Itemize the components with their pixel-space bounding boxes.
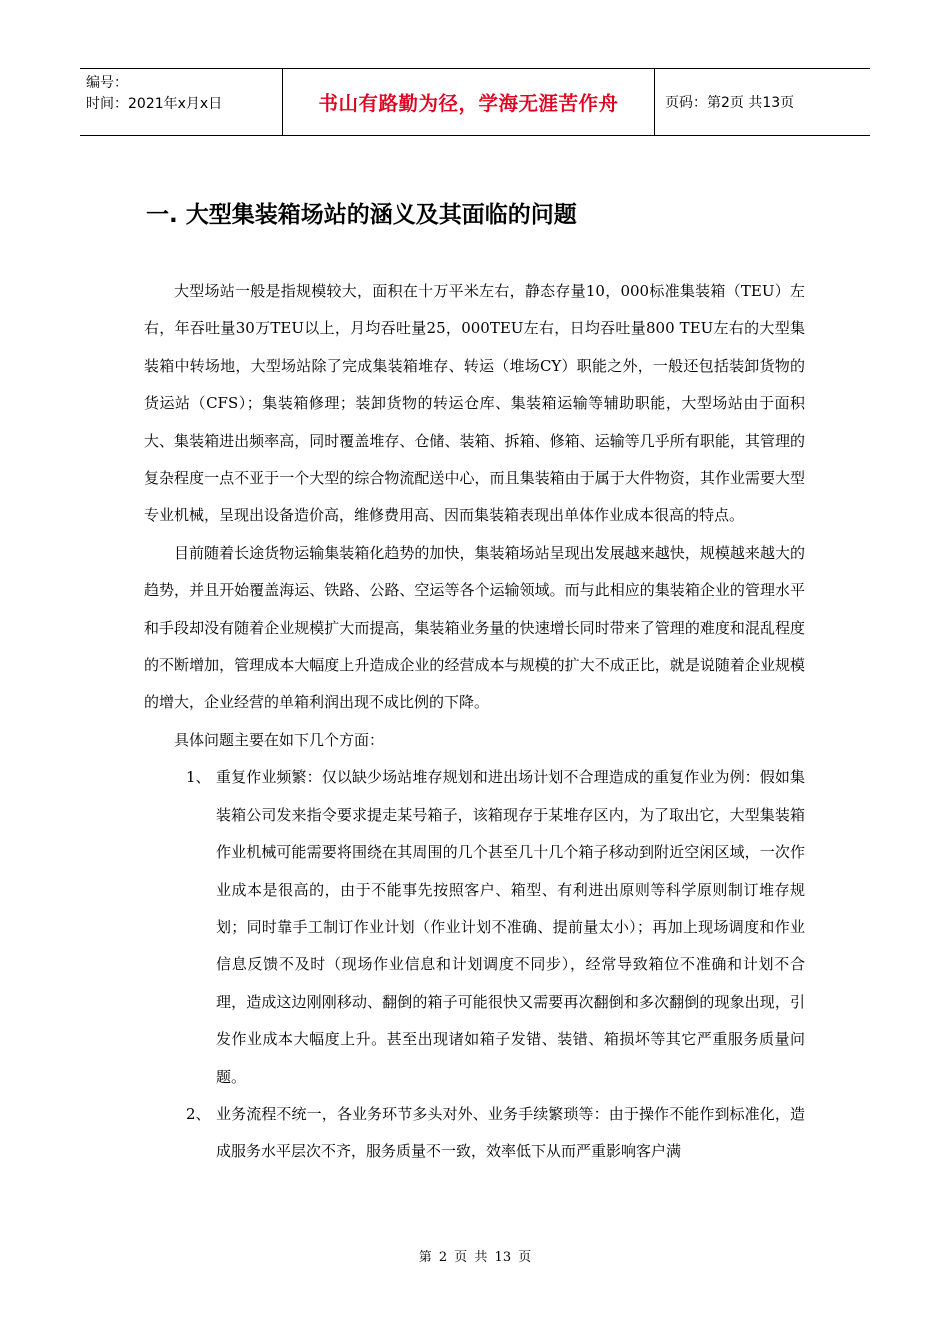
section-body [144, 273, 805, 1171]
list-item-text: 重复作业频繁：仅以缺少场站堆存规划和进出场计划不合理造成的重复作业为例：假如集装箱公司发来指令要求提走某号箱子，该箱现存于某堆存区内，为了取出它，大型集装箱作业机械可能需要将围绕在其周围的几个甚至几十几个箱子移动到附近空闲区域，一次作业成本是很高的，由于不能事先按照客户、箱型、有利进出原则等科学原则制订堆存规划；同时靠手工制订作业计划（作业计划不准确、提前量太小）；再加上现场调度和作业信息反馈不及时（现场作业信息和计划调度不同步），经常导致箱位不准确和计划不合理，造成这边刚刚移动、翻倒的箱子可能很快又需要再次翻倒和多次翻倒的现象出现，引发作业成本大幅度上升。甚至出现诸如箱子发错、装错、箱损坏等其它严重服务质量问题。 [216, 768, 805, 1086]
page-header [80, 68, 870, 136]
list-item-number: 2、 [186, 1104, 211, 1123]
page-footer: 第 2 页 共 13 页 [418, 1250, 532, 1265]
paragraph-2: 目前随着长途货物运输集装箱化趋势的加快，集装箱场站呈现出发展越来越快，规模越来越大的趋势，并且开始覆盖海运、铁路、公路、空运等各个运输领域。而与此相应的集装箱企业的管理水平和手段却没有随着企业规模扩大而提高，集装箱业务量的快速增长同时带来了管理的难度和混乱程度的不断增加，管理成本大幅度上升造成企业的经营成本与规模的扩大不成正比，就是说随着企业规模的增大，企业经营的单箱利润出现不成比例的下降。 [144, 543, 805, 712]
header-page-info: 页码：第2页 共13页 [665, 95, 795, 111]
document-number-label: 编号： [86, 75, 128, 91]
paragraph-1: 大型场站一般是指规模较大，面积在十万平米左右，静态存量10，000标准集装箱（TEU）左右，年吞吐量30万TEU以上，月均吞吐量25，000TEU左右，日均吞吐量800 TEU左右的大型集装箱中转场地，大型场站除了完成集装箱堆存、转运（堆场CY）职能之外，一般还包括装卸货物的货运站（CFS）；集装箱修理；装卸货物的转运仓库、集装箱运输等辅助职能，大型场站由于面积大、集装箱进出频率高，同时覆盖堆存、仓储、装箱、拆箱、修箱、运输等几乎所有职能，其管理的复杂程度一点不亚于一个大型的综合物流配送中心，而且集装箱由于属于大件物资，其作业需要大型专业机械，呈现出设备造价高，维修费用高、因而集装箱表现出单体作业成本很高的特点。 [144, 282, 805, 525]
list-item-1 [144, 759, 805, 1096]
list-item-number: 1、 [186, 768, 211, 787]
section-title: 一. 大型集装箱场站的涵义及其面临的问题 [146, 202, 577, 228]
list-item-2 [144, 1096, 805, 1171]
paragraph-3: 具体问题主要在如下几个方面： [174, 730, 385, 749]
list-item-text: 业务流程不统一，各业务环节多头对外、业务手续繁琐等：由于操作不能作到标准化，造成服务水平层次不齐，服务质量不一致，效率低下从而严重影响客户满 [216, 1104, 805, 1161]
header-meta [80, 69, 282, 135]
document-date-label: 时间：2021年x月x日 [86, 96, 223, 112]
header-motto: 书山有路勤为径，学海无涯苦作舟 [282, 69, 655, 135]
